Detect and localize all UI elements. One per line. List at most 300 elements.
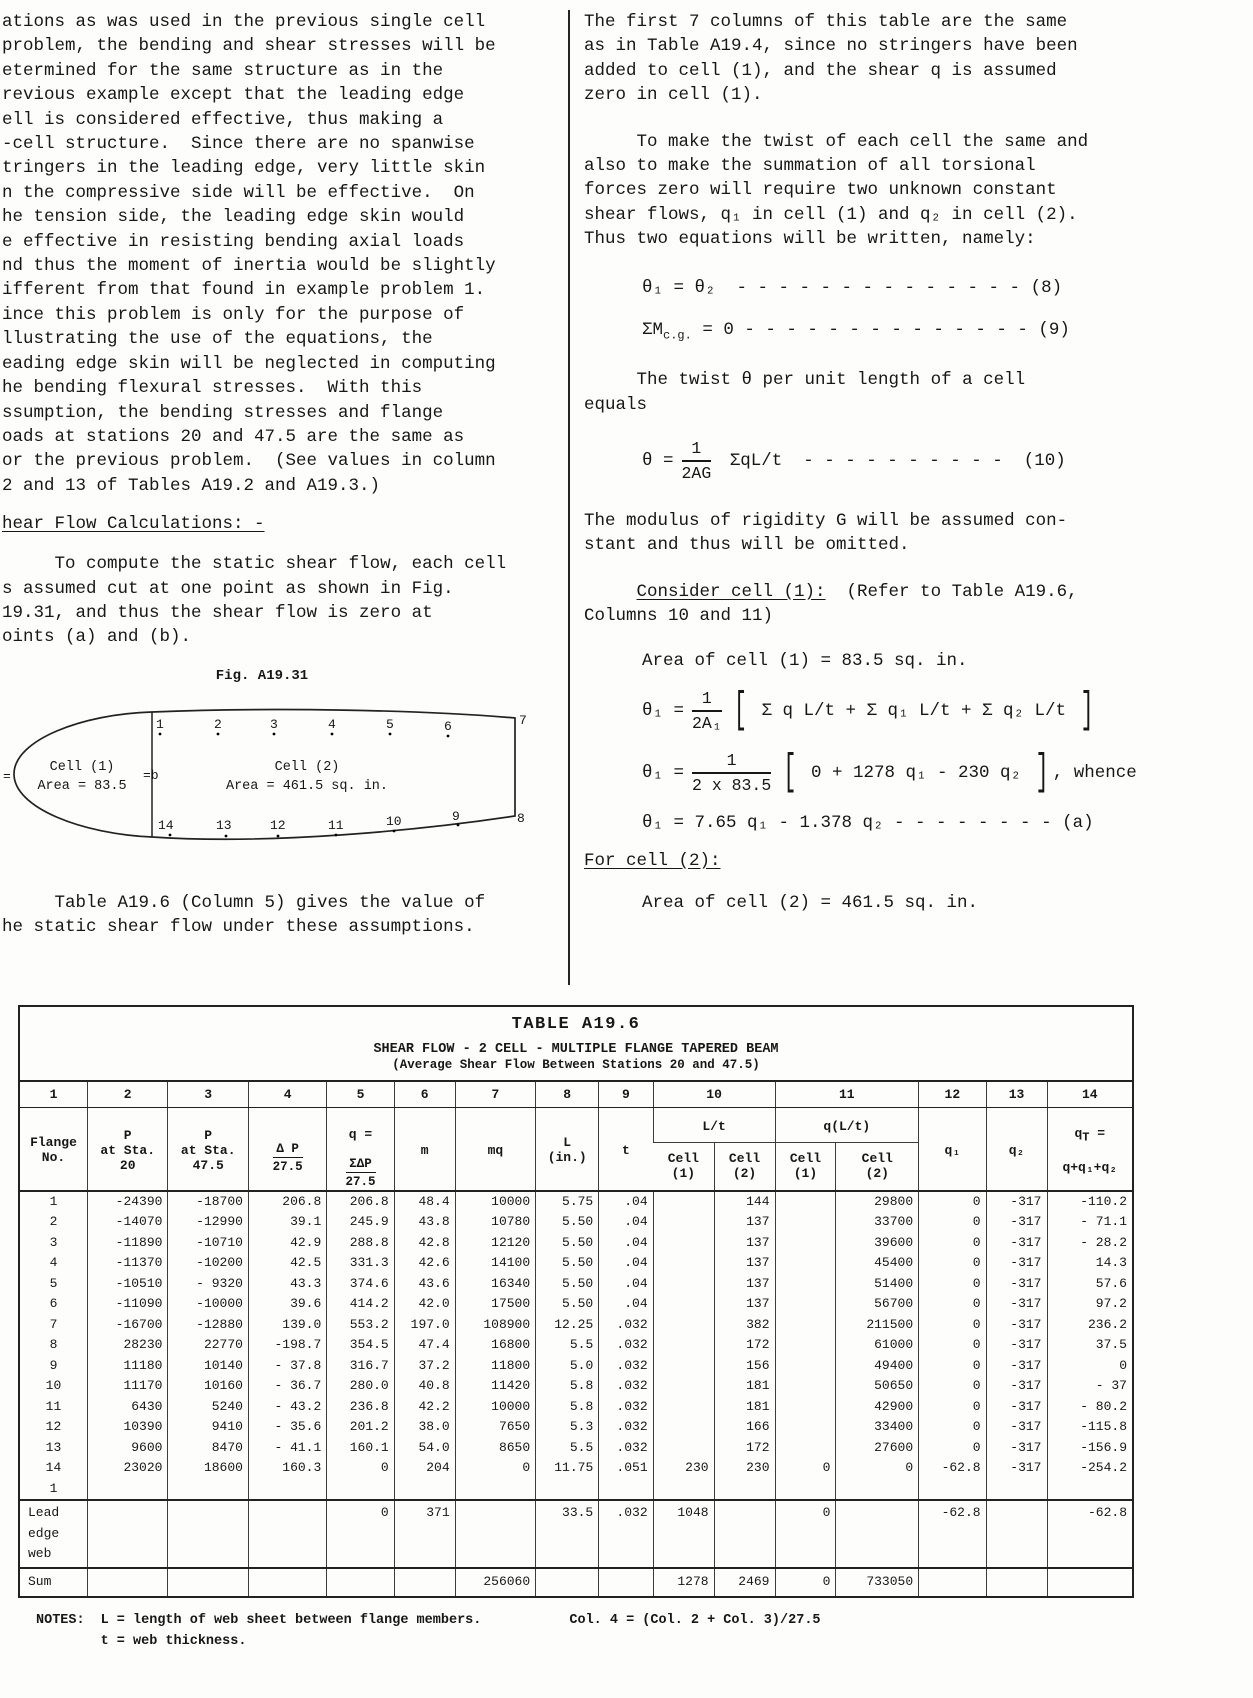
table-cell xyxy=(653,1233,714,1254)
cell1-area-label: Area = 83.5 xyxy=(37,778,127,794)
table-cell xyxy=(775,1233,836,1254)
table-cell: 43.6 xyxy=(394,1274,455,1295)
cell2-label: Cell (2) xyxy=(274,759,340,775)
table-cell: -317 xyxy=(986,1315,1047,1336)
point-5: 5 xyxy=(386,716,394,732)
subheader-lt-cell1: Cell (1) xyxy=(653,1143,714,1191)
header-q-l-over-t: q(L/t) xyxy=(775,1108,919,1143)
table-cell xyxy=(87,1568,168,1596)
table-cell: -317 xyxy=(986,1253,1047,1274)
flange-row xyxy=(20,1458,1132,1500)
table-cell: .04 xyxy=(599,1253,653,1274)
table-cell: 371 xyxy=(394,1500,455,1568)
shear-flow-table xyxy=(20,1080,1132,1596)
table-cell: -62.8 xyxy=(919,1458,986,1500)
table-cell: 45400 xyxy=(836,1253,919,1274)
table-cell: 38.0 xyxy=(394,1417,455,1438)
table-cell: .032 xyxy=(599,1315,653,1336)
header-q-total: $q_T$ = q+q₁+q₂ xyxy=(1047,1108,1132,1191)
flange-row xyxy=(20,1233,1132,1254)
equation-9-subscript: c.g. xyxy=(663,328,692,343)
table-cell: 0 xyxy=(919,1191,986,1213)
table-cell: 5.5 xyxy=(536,1335,599,1356)
table-cell: 137 xyxy=(714,1212,775,1233)
table-cell: 414.2 xyxy=(327,1294,394,1315)
table-cell: -317 xyxy=(986,1335,1047,1356)
table-cell: 3 xyxy=(49,1234,58,1250)
table-cell: 13 xyxy=(45,1439,62,1455)
table-cell: 33700 xyxy=(836,1212,919,1233)
table-cell: 33.5 xyxy=(536,1500,599,1568)
point-11: 11 xyxy=(328,817,344,833)
flange-row xyxy=(20,1417,1132,1438)
table-cell: 39.1 xyxy=(248,1212,326,1233)
left-paragraph-2: To compute the static shear flow, each cell s assumed cut at one point as shown in Fig. 19.31, and thus the shear flow is zero at oints (a) and (b). xyxy=(2,554,507,648)
table-cell: 14.3 xyxy=(1047,1253,1132,1274)
table-cell: .032 xyxy=(599,1500,653,1568)
header-q2: q₂ xyxy=(986,1108,1047,1191)
table-cell xyxy=(536,1568,599,1596)
table-cell: 0 xyxy=(919,1417,986,1438)
point-4: 4 xyxy=(328,716,336,732)
for-cell-2-heading: For cell (2): xyxy=(584,850,721,871)
point-3-dot xyxy=(273,732,276,735)
equation-theta1-general: θ₁ = $\frac{1}{\text{2A₁}}$ [ Σ q L/t + Σ q₁ L/t + Σ q₂ L/t ] xyxy=(642,685,1094,736)
equation-10-rhs: ΣqL/t xyxy=(719,450,783,471)
table-a19-6 xyxy=(18,1005,1134,1598)
equation-b-fraction: $\frac{1}{2 x 83.5}$ xyxy=(692,750,772,795)
table-cell: 316.7 xyxy=(327,1356,394,1377)
table-subtitle-2: (Average Shear Flow Between Stations 20 and 47.5) xyxy=(392,1058,760,1072)
table-cell: -317 xyxy=(986,1294,1047,1315)
table-cell xyxy=(775,1376,836,1397)
table-cell: 10000 xyxy=(455,1191,536,1213)
table-cell: 331.3 xyxy=(327,1253,394,1274)
table-cell xyxy=(653,1438,714,1459)
column-number: 3 xyxy=(168,1081,249,1108)
table-cell: 0 xyxy=(919,1335,986,1356)
table-cell: 29800 xyxy=(836,1191,919,1213)
table-cell: 39600 xyxy=(836,1233,919,1254)
table-cell: 17500 xyxy=(455,1294,536,1315)
table-cell: 33400 xyxy=(836,1417,919,1438)
table-cell: 27600 xyxy=(836,1438,919,1459)
table-cell: -254.2 xyxy=(1047,1458,1132,1500)
table-cell: .032 xyxy=(599,1417,653,1438)
table-cell: 5.3 xyxy=(536,1417,599,1438)
column-number: 5 xyxy=(327,1081,394,1108)
table-cell: -12990 xyxy=(168,1212,249,1233)
table-cell: 0 xyxy=(919,1438,986,1459)
table-cell: 6430 xyxy=(87,1397,168,1418)
table-cell: 6 xyxy=(49,1296,58,1312)
table-cell: 137 xyxy=(714,1233,775,1254)
table-cell: 0 xyxy=(775,1458,836,1500)
right-paragraph-4: The modulus of rigidity G will be assumed con- stant and thus will be omitted. xyxy=(584,510,1068,556)
table-cell xyxy=(653,1191,714,1213)
table-cell: 197.0 xyxy=(394,1315,455,1336)
table-cell: - 71.1 xyxy=(1047,1212,1132,1233)
table-cell: 5.8 xyxy=(536,1397,599,1418)
table-cell: 49400 xyxy=(836,1356,919,1377)
column-number: 13 xyxy=(986,1081,1047,1108)
table-title: TABLE A19.6 xyxy=(511,1015,641,1034)
table-cell: -12880 xyxy=(168,1315,249,1336)
table-cell xyxy=(919,1568,986,1596)
table-cell: 5.50 xyxy=(536,1294,599,1315)
area-cell-1: Area of cell (1) = 83.5 sq. in. xyxy=(642,650,968,671)
table-cell: 230 xyxy=(714,1458,775,1500)
table-cell: 54.0 xyxy=(394,1438,455,1459)
table-cell: 137 xyxy=(714,1274,775,1295)
table-cell xyxy=(775,1438,836,1459)
table-cell: -317 xyxy=(986,1274,1047,1295)
sum-row xyxy=(20,1568,1132,1596)
table-cell: 8650 xyxy=(455,1438,536,1459)
table-cell xyxy=(653,1356,714,1377)
table-cell: 1 xyxy=(49,1193,58,1209)
table-cell: 354.5 xyxy=(327,1335,394,1356)
table-cell: 22770 xyxy=(168,1335,249,1356)
table-cell: .051 xyxy=(599,1458,653,1500)
table-cell: 10140 xyxy=(168,1356,249,1377)
table-cell: 5.50 xyxy=(536,1253,599,1274)
table-cell: 245.9 xyxy=(327,1212,394,1233)
table-cell: -11370 xyxy=(87,1253,168,1274)
table-cell xyxy=(775,1253,836,1274)
header-q: q = $\frac{\text{ΣΔP}}{27.5}$ xyxy=(327,1108,394,1191)
table-cell: 18600 xyxy=(168,1458,249,1500)
table-cell: 181 xyxy=(714,1376,775,1397)
table-cell: -24390 xyxy=(87,1191,168,1213)
table-cell: - 80.2 xyxy=(1047,1397,1132,1418)
table-cell xyxy=(168,1500,249,1568)
table-cell: -18700 xyxy=(168,1191,249,1213)
column-number: 6 xyxy=(394,1081,455,1108)
table-cell: 10 xyxy=(45,1378,62,1394)
column-number: 7 xyxy=(455,1081,536,1108)
table-cell: 42.0 xyxy=(394,1294,455,1315)
table-cell: 280.0 xyxy=(327,1376,394,1397)
table-cell: 0 xyxy=(775,1500,836,1568)
table-cell: 166 xyxy=(714,1417,775,1438)
table-cell: 10160 xyxy=(168,1376,249,1397)
table-cell: -10510 xyxy=(87,1274,168,1295)
note-col4-formula: Col. 4 = (Col. 2 + Col. 3)/27.5 xyxy=(569,1612,821,1628)
table-cell: 206.8 xyxy=(248,1191,326,1213)
table-cell xyxy=(775,1397,836,1418)
header-p-sta-47: P at Sta. 47.5 xyxy=(168,1108,249,1191)
table-cell: 230 xyxy=(653,1458,714,1500)
table-cell: -317 xyxy=(986,1191,1047,1213)
figure-a19-31 xyxy=(2,688,547,865)
table-cell xyxy=(653,1335,714,1356)
cell2-area-label: Area = 461.5 sq. in. xyxy=(225,778,389,794)
table-cell: -317 xyxy=(986,1458,1047,1500)
right-bracket: ] xyxy=(1035,747,1049,798)
flange-row xyxy=(20,1315,1132,1336)
table-cell: 56700 xyxy=(836,1294,919,1315)
table-cell: -14070 xyxy=(87,1212,168,1233)
header-q1: q₁ xyxy=(919,1108,986,1191)
flange-row xyxy=(20,1191,1132,1213)
table-cell xyxy=(653,1397,714,1418)
header-flange-no: Flange No. xyxy=(20,1108,87,1191)
point-4-dot xyxy=(331,732,334,735)
table-cell: 137 xyxy=(714,1253,775,1274)
table-cell: -198.7 xyxy=(248,1335,326,1356)
lead-edge-web-row xyxy=(20,1500,1132,1568)
table-cell: 1048 xyxy=(653,1500,714,1568)
table-cell: 236.2 xyxy=(1047,1315,1132,1336)
table-cell: -10710 xyxy=(168,1233,249,1254)
shear-flow-heading: hear Flow Calculations: - xyxy=(2,514,265,535)
table-cell xyxy=(1047,1568,1132,1596)
table-cell xyxy=(599,1568,653,1596)
table-cell xyxy=(653,1315,714,1336)
table-cell: .032 xyxy=(599,1356,653,1377)
table-cell: 0 xyxy=(919,1397,986,1418)
table-cell: - 35.6 xyxy=(248,1417,326,1438)
table-cell: 288.8 xyxy=(327,1233,394,1254)
table-cell xyxy=(986,1568,1047,1596)
flange-row xyxy=(20,1212,1132,1233)
table-cell: 0 xyxy=(775,1568,836,1596)
table-cell: 256060 xyxy=(455,1568,536,1596)
table-cell: 0 xyxy=(919,1274,986,1295)
table-cell: 206.8 xyxy=(327,1191,394,1213)
table-cell xyxy=(455,1500,536,1568)
point-10-dot xyxy=(393,829,396,832)
table-cell xyxy=(653,1376,714,1397)
table-cell: 172 xyxy=(714,1335,775,1356)
table-cell: - 9320 xyxy=(168,1274,249,1295)
table-cell: 9600 xyxy=(87,1438,168,1459)
table-cell: -317 xyxy=(986,1438,1047,1459)
table-cell: -115.8 xyxy=(1047,1417,1132,1438)
table-cell: 5240 xyxy=(168,1397,249,1418)
point-11-dot xyxy=(335,833,338,836)
table-cell: 11180 xyxy=(87,1356,168,1377)
table-cell: 0 xyxy=(919,1233,986,1254)
table-cell: - 37 xyxy=(1047,1376,1132,1397)
table-cell: - 28.2 xyxy=(1047,1233,1132,1254)
table-cell: 5 xyxy=(49,1275,58,1291)
table-cell: 211500 xyxy=(836,1315,919,1336)
table-cell: 39.6 xyxy=(248,1294,326,1315)
equation-10 xyxy=(642,439,1169,483)
point-2: 2 xyxy=(214,716,222,732)
table-body xyxy=(20,1191,1132,1596)
flange-row xyxy=(20,1376,1132,1397)
table-cell: .04 xyxy=(599,1274,653,1295)
table-cell: 160.3 xyxy=(248,1458,326,1500)
table-cell: 28230 xyxy=(87,1335,168,1356)
table-cell: -110.2 xyxy=(1047,1191,1132,1213)
table-cell: 50650 xyxy=(836,1376,919,1397)
point-10: 10 xyxy=(386,813,402,829)
column-number: 10 xyxy=(653,1081,775,1108)
point-6: 6 xyxy=(444,718,452,734)
point-2-dot xyxy=(217,732,220,735)
table-cell: - 43.2 xyxy=(248,1397,326,1418)
table-cell: - 36.7 xyxy=(248,1376,326,1397)
table-cell: 10000 xyxy=(455,1397,536,1418)
left-bracket: [ xyxy=(733,685,747,736)
column-number: 2 xyxy=(87,1081,168,1108)
table-cell: -11890 xyxy=(87,1233,168,1254)
table-cell: -156.9 xyxy=(1047,1438,1132,1459)
table-cell xyxy=(394,1568,455,1596)
table-subtitle: SHEAR FLOW - 2 CELL - MULTIPLE FLANGE TAPERED BEAM xyxy=(373,1042,779,1057)
left-bracket: [ xyxy=(783,747,797,798)
point-12-dot xyxy=(277,834,280,837)
table-cell: 11.75 xyxy=(536,1458,599,1500)
column-number: 12 xyxy=(919,1081,986,1108)
table-cell xyxy=(653,1417,714,1438)
table-cell: 2 xyxy=(49,1214,58,1230)
table-cell: 37.5 xyxy=(1047,1335,1132,1356)
point-1: 1 xyxy=(156,716,164,732)
table-cell: 51400 xyxy=(836,1274,919,1295)
table-cell: 1278 xyxy=(653,1568,714,1596)
table-cell: 12 xyxy=(45,1419,62,1435)
point-5-dot xyxy=(389,732,392,735)
table-cell: 382 xyxy=(714,1315,775,1336)
table-cell: 0 xyxy=(836,1458,919,1500)
equation-theta1-substituted: θ₁ = $\frac{1}{2 x 83.5}$ [ 0 + 1278 q₁ - 230 q₂ ] , whence xyxy=(642,747,1137,798)
equation-9-rest: = 0 - - - - - - - - - - - - - - (9) xyxy=(691,319,1070,340)
table-cell: 172 xyxy=(714,1438,775,1459)
table-cell xyxy=(168,1568,249,1596)
table-cell: 42.8 xyxy=(394,1233,455,1254)
table-cell: Lead edge web xyxy=(20,1500,87,1568)
point-6-dot xyxy=(447,734,450,737)
table-cell: -62.8 xyxy=(919,1500,986,1568)
table-cell: 374.6 xyxy=(327,1274,394,1295)
table-cell: -16700 xyxy=(87,1315,168,1336)
table-notes xyxy=(36,1610,1253,1652)
left-paragraph-3: Table A19.6 (Column 5) gives the value of he static shear flow under these assumptions. xyxy=(2,892,486,938)
table-cell: 48.4 xyxy=(394,1191,455,1213)
table-cell: 23020 xyxy=(87,1458,168,1500)
airfoil-diagram xyxy=(2,688,547,860)
table-cell: .04 xyxy=(599,1233,653,1254)
table-cell: 7650 xyxy=(455,1417,536,1438)
header-t: t xyxy=(599,1108,653,1191)
consider-cell-1-label: Consider cell (1): xyxy=(636,581,826,602)
equation-a-result: θ₁ = 7.65 q₁ - 1.378 q₂ - - - - - - - - (a) xyxy=(642,812,1094,833)
table-cell: 108900 xyxy=(455,1315,536,1336)
table-cell xyxy=(775,1335,836,1356)
note-l-definition: L = length of web sheet between flange members. xyxy=(100,1612,482,1628)
header-p-sta-20: P at Sta. 20 xyxy=(87,1108,168,1191)
column-number: 1 xyxy=(20,1081,87,1108)
column-number-row xyxy=(20,1081,1132,1108)
table-cell xyxy=(653,1294,714,1315)
notes-label: NOTES: xyxy=(36,1612,85,1628)
flange-row xyxy=(20,1274,1132,1295)
table-cell xyxy=(248,1500,326,1568)
table-cell: 14100 xyxy=(455,1253,536,1274)
equation-a-fraction: $\frac{1}{\text{2A₁}}$ xyxy=(692,688,722,733)
right-bracket: ] xyxy=(1080,685,1094,736)
table-cell: 0 xyxy=(1047,1356,1132,1377)
equation-8: θ₁ = θ₂ - - - - - - - - - - - - - - (8) xyxy=(642,277,1063,298)
equation-10-dashes: - - - - - - - - - - (10) xyxy=(782,450,1066,471)
table-cell: 10780 xyxy=(455,1212,536,1233)
subheader-qlt-cell2: Cell (2) xyxy=(836,1143,919,1191)
header-mq: mq xyxy=(455,1108,536,1191)
table-cell: 2469 xyxy=(714,1568,775,1596)
point-1-dot xyxy=(159,732,162,735)
table-cell: 0 xyxy=(919,1315,986,1336)
table-cell: 201.2 xyxy=(327,1417,394,1438)
table-cell: 236.8 xyxy=(327,1397,394,1418)
right-paragraph-2: To make the twist of each cell the same and also to make the summation of all torsional forces zero will require two unknown constant shear flows, q₁ in cell (1) and q₂ in cell (2). Thus two equations will be written, namely: xyxy=(584,131,1089,250)
table-cell xyxy=(653,1274,714,1295)
point-9-dot xyxy=(457,823,460,826)
right-paragraph-1: The first 7 columns of this table are the same as in Table A19.4, since no stringers have been added to cell (1), and the shear q is assumed zero in cell (1). xyxy=(584,12,1078,106)
table-cell: 0 xyxy=(919,1356,986,1377)
column-number: 8 xyxy=(536,1081,599,1108)
consider-cell-1-heading: Consider cell (1): (Refer to Table A19.6, Columns 10 and 11) xyxy=(584,581,1078,627)
table-cell: 37.2 xyxy=(394,1356,455,1377)
table-cell xyxy=(87,1500,168,1568)
table-cell: .04 xyxy=(599,1212,653,1233)
table-cell: 16340 xyxy=(455,1274,536,1295)
table-cell: 204 xyxy=(394,1458,455,1500)
table-cell: 97.2 xyxy=(1047,1294,1132,1315)
column-number: 4 xyxy=(248,1081,326,1108)
table-cell: 0 xyxy=(455,1458,536,1500)
table-cell: 43.3 xyxy=(248,1274,326,1295)
table-cell xyxy=(775,1212,836,1233)
table-cell: 11 xyxy=(45,1398,62,1414)
area-cell-2: Area of cell (2) = 461.5 sq. in. xyxy=(642,892,979,913)
point-13: 13 xyxy=(216,817,232,833)
table-cell: 0 xyxy=(919,1376,986,1397)
table-cell: 5.50 xyxy=(536,1233,599,1254)
table-cell: 733050 xyxy=(836,1568,919,1596)
point-3: 3 xyxy=(270,716,278,732)
table-cell: -317 xyxy=(986,1356,1047,1377)
flange-row xyxy=(20,1294,1132,1315)
point-12: 12 xyxy=(270,817,286,833)
table-cell: 11420 xyxy=(455,1376,536,1397)
figure-caption: Fig. A19.31 xyxy=(215,667,309,684)
table-cell: 0 xyxy=(919,1253,986,1274)
table-cell: 42.9 xyxy=(248,1233,326,1254)
table-cell: 12.25 xyxy=(536,1315,599,1336)
equation-10-fraction: $\frac{1}{2AG}$ xyxy=(681,438,712,483)
text-columns xyxy=(2,10,1253,985)
table-cell xyxy=(653,1253,714,1274)
point-14: 14 xyxy=(158,817,174,833)
table-cell: - 41.1 xyxy=(248,1438,326,1459)
table-cell: 47.4 xyxy=(394,1335,455,1356)
table-cell: 11170 xyxy=(87,1376,168,1397)
table-cell xyxy=(775,1274,836,1295)
table-cell: 5.50 xyxy=(536,1212,599,1233)
table-cell: 8 xyxy=(49,1337,58,1353)
table-cell: 16800 xyxy=(455,1335,536,1356)
table-cell: .032 xyxy=(599,1397,653,1418)
equation-9-sigma-m: ΣM xyxy=(642,319,664,340)
table-cell: 0 xyxy=(919,1212,986,1233)
column-number: 14 xyxy=(1047,1081,1132,1108)
note-t-definition: t = web thickness. xyxy=(100,1633,247,1649)
